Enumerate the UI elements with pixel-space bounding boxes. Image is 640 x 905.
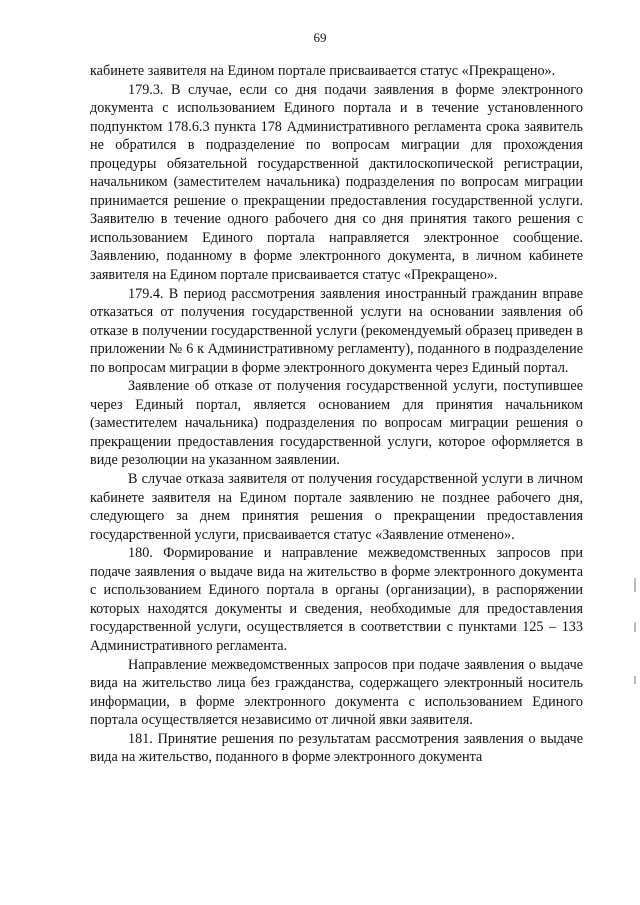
- scan-edge-mark: [634, 676, 636, 684]
- page-number: 69: [313, 30, 327, 45]
- scan-edge-mark: [634, 578, 636, 592]
- scan-edge-mark: [634, 622, 636, 632]
- paragraph-181: 181. Принятие решения по результатам рассмотрения заявления о выдаче вида на жительство, поданного в форме электронного документа: [90, 730, 583, 766]
- paragraph-179-4: 179.4. В период рассмотрения заявления иностранный гражданин вправе отказаться от получения государственной услуги на основании заявления об отказе в получении государственной услуги (рекомендуемый образец приведен в приложении № 6 к Административному регламенту), поданного в подразделение по вопросам миграции в форме электронного документа через Единый портал.: [90, 285, 583, 376]
- paragraph-180: 180. Формирование и направление межведомственных запросов при подаче заявления о выдаче вида на жительство в форме электронного документа с использованием Единого портала в органы (организации), в распоряжении которых находятся документы и сведения, необходимые для предоставления государственной услуги, осуществляется в соответствии с пунктами 125 – 133 Административного регламента.: [90, 545, 583, 654]
- paragraph-refusal-status: В случае отказа заявителя от получения государственной услуги в личном кабинете заявителя на Едином портале заявлению не позднее рабочего дня, следующего за днем принятия решения о прекращении предоставления государственной услуги, присваивается статус «Заявление отменено».: [90, 471, 583, 543]
- paragraph-179-3: 179.3. В случае, если со дня подачи заявления в форме электронного документа с использованием Единого портала и в течение установленного подпунктом 178.6.3 пункта 178 Административного регламента срока заявитель не обратился в подразделение по вопросам миграции для прохождения процедуры обязательной государственной дактилоскопической регистрации, начальником (заместителем начальника) подразделения по вопросам миграции принимается решение о прекращении предоставления государственной услуги. Заявителю в течение одного рабочего дня со дня принятия такого решения с использованием Единого портала направляется электронное сообщение. Заявлению, поданному в форме электронного документа, в личном кабинете заявителя на Едином портале присваивается статус «Прекращено».: [90, 81, 583, 284]
- document-body: [90, 62, 583, 767]
- paragraph-refusal-application: Заявление об отказе от получения государственной услуги, поступившее через Единый портал, является основанием для принятия начальником (заместителем начальника) подразделения по вопросам миграции решения о прекращении предоставления государственной услуги, которое оформляется в виде резолюции на указанном заявлении.: [90, 378, 583, 469]
- paragraph-interagency-requests: Направление межведомственных запросов при подаче заявления о выдаче вида на жительство лица без гражданства, содержащего электронный носитель информации, в форме электронного документа с использованием Единого портала осуществляется независимо от личной явки заявителя.: [90, 656, 583, 729]
- paragraph-continuation: кабинете заявителя на Едином портале присваивается статус «Прекращено».: [90, 63, 556, 79]
